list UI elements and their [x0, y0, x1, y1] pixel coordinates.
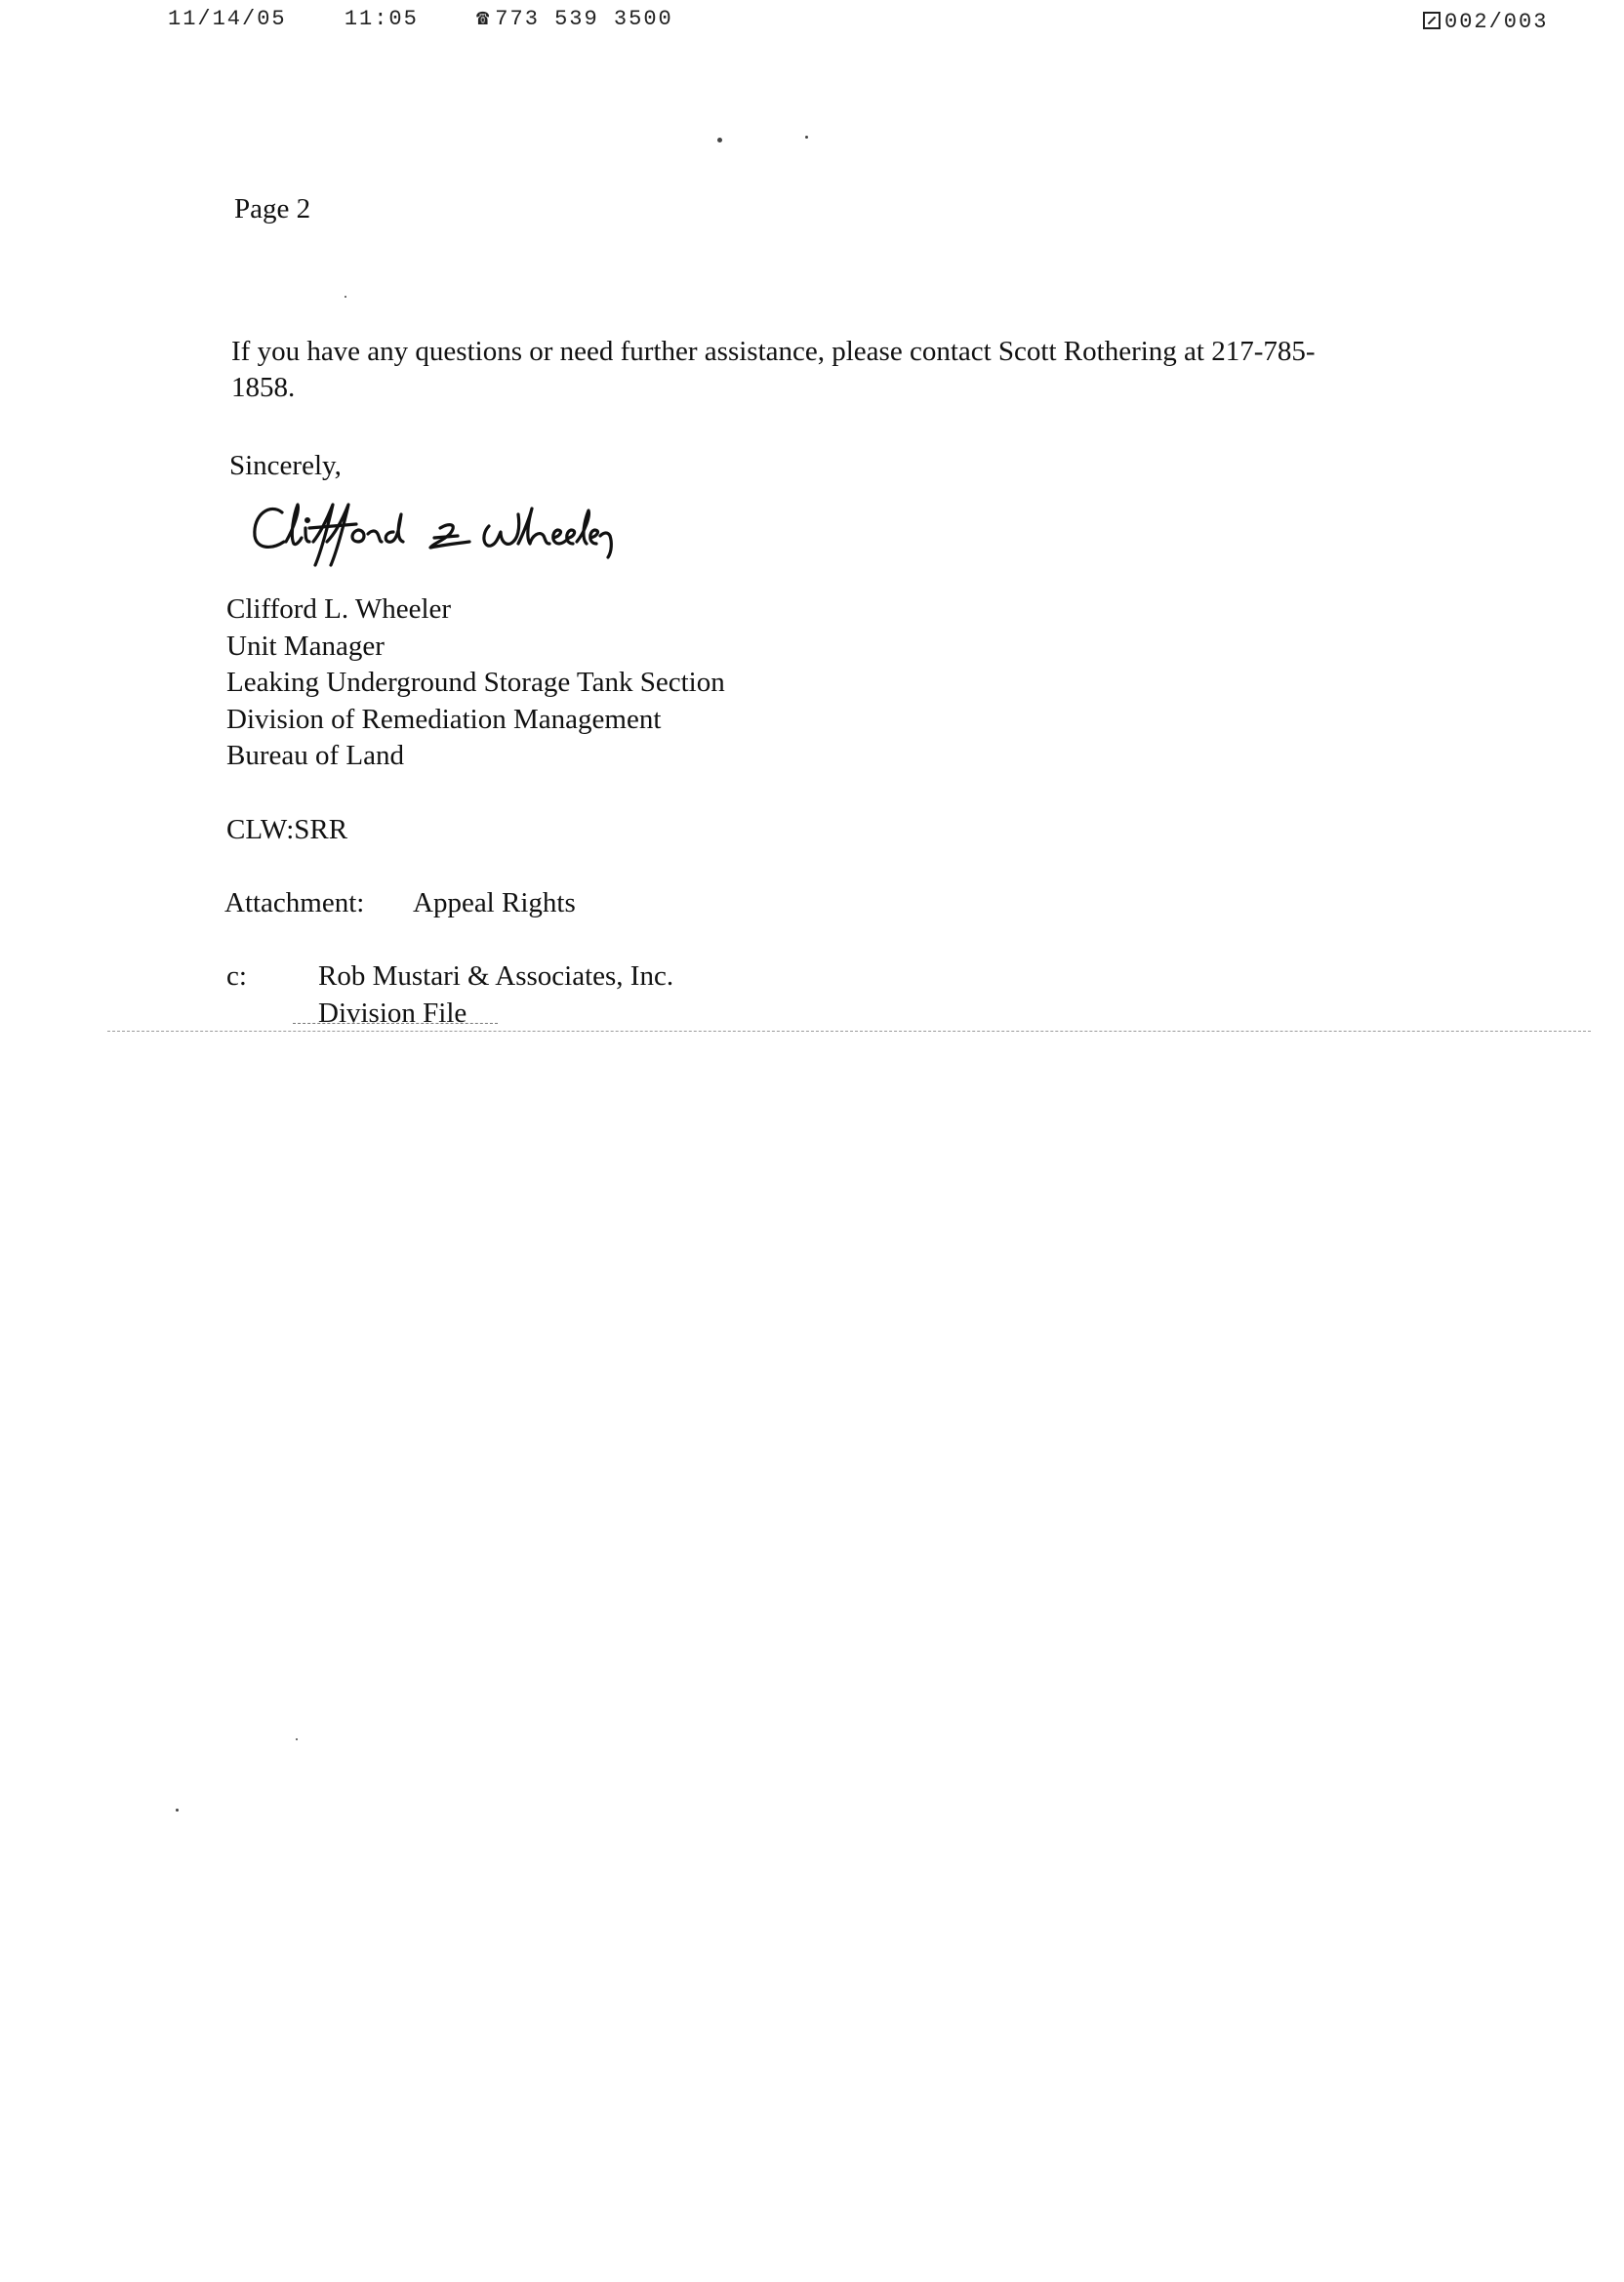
fax-icon: [1423, 12, 1441, 29]
signer-section: Leaking Underground Storage Tank Section: [226, 667, 725, 698]
signer-bureau: Bureau of Land: [226, 740, 404, 771]
signature-block: [226, 591, 725, 775]
body-line: 1858.: [231, 372, 296, 403]
body-paragraph: [231, 334, 1316, 406]
fax-date: 11/14/05: [168, 7, 287, 31]
telephone-icon: ☎: [476, 7, 492, 31]
scan-speck: [176, 1809, 179, 1812]
attachment-label: Attachment:: [224, 887, 365, 918]
fax-time: 11:05: [344, 7, 419, 31]
scan-speck: [805, 136, 808, 139]
body-line: If you have any questions or need further assistance, please contact Scott Rothering at 217-785-: [231, 336, 1316, 367]
typist-initials: CLW:SRR: [226, 814, 348, 845]
scan-speck: [296, 1738, 298, 1740]
fax-page-number: 002/003: [1444, 10, 1549, 34]
fax-phone: [476, 7, 716, 31]
scan-noise-line: [107, 1031, 1591, 1033]
signer-name: Clifford L. Wheeler: [226, 593, 452, 625]
signer-title: Unit Manager: [226, 630, 385, 662]
page-label: Page 2: [234, 193, 311, 224]
cc-block: [226, 958, 673, 1032]
scan-speck: [345, 296, 346, 298]
cc-recipient: Rob Mustari & Associates, Inc.: [318, 960, 674, 992]
cc-recipient: Division File: [318, 997, 467, 1029]
fax-phone-number: 773 539 3500: [495, 7, 673, 31]
fax-page-counter: [1423, 10, 1548, 34]
fax-header: [168, 6, 759, 31]
scan-speck: [717, 138, 722, 143]
closing: Sincerely,: [229, 450, 342, 481]
attachment-value: Appeal Rights: [413, 887, 576, 918]
cc-row: [226, 996, 673, 1033]
signer-division: Division of Remediation Management: [226, 703, 662, 735]
cc-row: [226, 958, 673, 996]
attachment-line: [224, 885, 576, 921]
scan-noise-line: [293, 1023, 498, 1025]
cc-label: c:: [226, 960, 247, 992]
handwritten-signature: [249, 493, 659, 571]
